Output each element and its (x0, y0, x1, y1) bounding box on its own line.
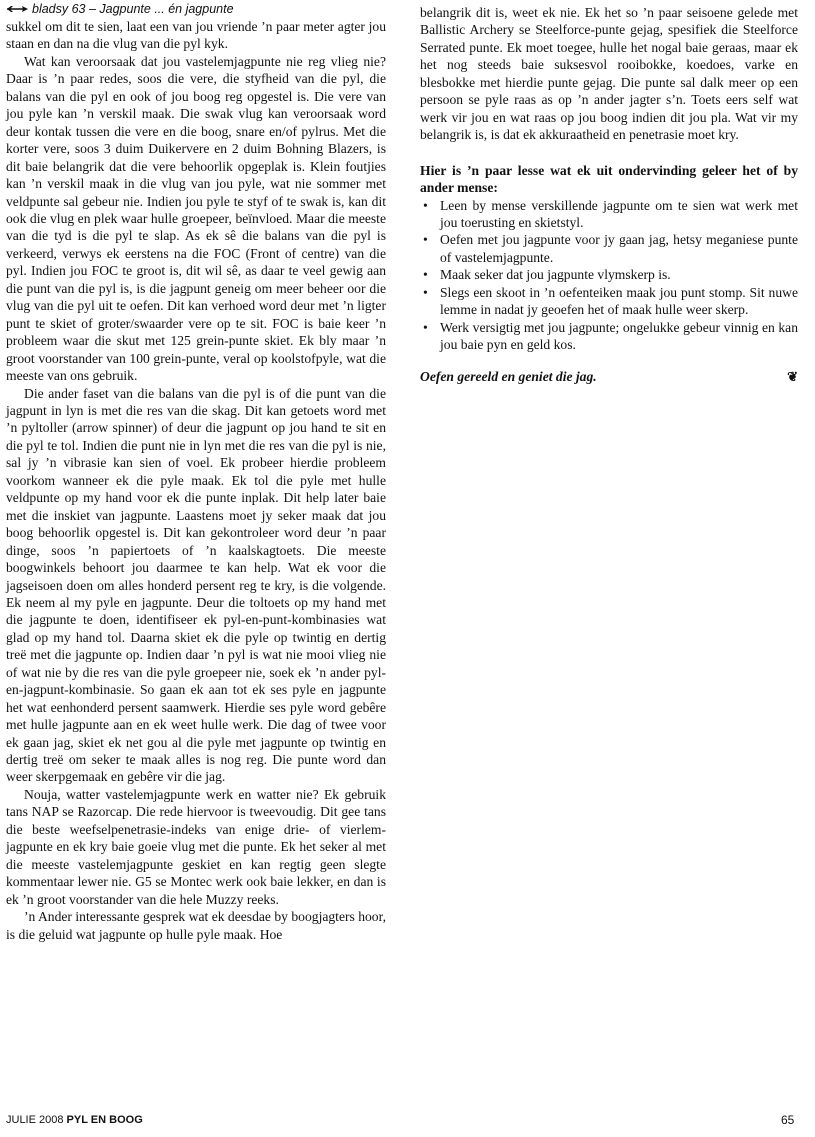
list-item: • Maak seker dat jou jagpunte vlymskerp is. (420, 266, 798, 283)
footer (6, 1114, 143, 1126)
end-mark-icon: ❦ (787, 368, 798, 384)
list-item: • Werk versigtig met jou jagpunte; ongelukke gebeur vinnig en kan jou baie pyn en geld kos. (420, 319, 798, 354)
footer-magazine: PYL EN BOOG (66, 1114, 143, 1126)
lessons-list (420, 197, 798, 354)
closing-text: Oefen gereeld en geniet die jag. (420, 368, 597, 384)
right-column (420, 4, 798, 385)
list-item: • Leen by mense verskillende jagpunte om te sien wat werk met jou toerusting en skietstyl. (420, 197, 798, 232)
lessons-heading: Hier is ’n paar lesse wat ek uit ondervinding geleer het of by ander mense: (420, 162, 798, 196)
arrow-icon (6, 5, 28, 13)
left-column (6, 18, 386, 943)
paragraph: Wat kan veroorsaak dat jou vastelemjagpunte nie reg vlieg nie? Daar is ’n paar redes, soos die vere, die styfheid van die pyl, die balans van die pyl en ook of jou boog reg opgestel is. Die vere van jou pyle kan ’n verskil maak. Die swak vlug kan veroorsaak word deur kontak tussen die vere en die boog, snare en/of pylrus. Met die korter vere, soos 3 duim Duikervere en 2 duim Bohning Blazers, is dit baie belangrik dat die vere behoorlik opgeplak is. Klein foutjies kan ’n verskil maak in die vlug van jou pyle, wat nie sommer met veldpunte sal gebeur nie. Indien jou pyle te styf of te swak is, kan dit ook die vlug en plek waar hulle groepeer, beïnvloed. Maar die meeste van die tyd is die pyl te slap. As ek sê die balans van die pyl is verkeerd, verwys ek eerstens na die FOC (Front of centre) van die pyl. Indien jou FOC te groot is, dit wil sê, as daar te veel gewig aan die punt van die pyl is, is die jagpunt geneig om meer beheer oor die vlug van die pyl uit te oefen. Dit kan verhoed word deur met ’n ligter punt te skiet of groter/swaarder vere op te sit. FOC is baie keer ’n probleem waar die skut met 125 grein-punte skiet. Ek bly maar ’n groot voorstander van 100 grein-punte, veral op koolstofpyle, wat die meeste van ons gebruik. (6, 53, 386, 384)
paragraph: ’n Ander interessante gesprek wat ek deesdae by boogjagters hoor, is die geluid wat jagpunte op hulle pyle maak. Hoe (6, 909, 386, 942)
paragraph: Die ander faset van die balans van die pyl is of die punt van die jagpunt in lyn is met die res van die skag. Dit kan getoets word met ’n pyltoller (arrow spinner) of deur die jagpunt op jou hand te sit en die pyl te tol. Indien die punt nie in lyn met die res van die pyl is nie, sal jy ’n vibrasie kan sien of voel. Ek probeer hierdie probleem voorkom wanneer ek die pyle maak. Ek tol die pyle met hulle veldpunte op my hand voor ek die punte inplak. Dit help later baie met die inskiet van jagpunte. Laastens moet jy seker maak dat jou boog behoorlik opgestel is. Dit kan gekontroleer word deur ’n paar dinge, soos ’n papiertoets of ’n kaalskagtoets. Die meeste boogwinkels behoort jou daarmee te kan help. Wat ek voor die jagseisoen doen om alles honderd persent reg te kry, is die volgende. Ek neem al my pyle en jagpunte. Deur die toltoets op my hand met die jagpunte te doen, identifiseer ek pyl-en-punt-kombinasies wat glad op my hand tol. Daarna skiet ek die pyle op twintig en dertig treë met die jagpunte op. Indien daar ’n pyl is wat nie mooi vlieg nie of wat nie by die res van die pyle groepeer nie, soek ek ’n ander pyl-en-jagpunt-kombinasie. So gaan ek aan tot ek ses pyle en jagpunte het wat eenhonderd persent saamwerk. Hierdie ses pyle word gebêre met hulle jagpunte aan en ek weet hulle werk. Die dag of twee voor ek gaan jag, skiet ek net gou al die pyle met jagpunte op twintig en dertig treë om seker te maak alles is nog reg. Die punte word dan weer skerpgemaak en gebêre vir die jag. (6, 385, 386, 785)
running-header (6, 2, 234, 16)
list-item: • Oefen met jou jagpunte voor jy gaan jag, hetsy meganiese punte of vastelemjagpunte. (420, 231, 798, 266)
header-text: bladsy 63 – Jagpunte ... én jagpunte (32, 2, 234, 16)
paragraph: sukkel om dit te sien, laat een van jou vriende ’n paar meter agter jou staan en dan na die vlug van die pyl kyk. (6, 19, 386, 52)
list-item: • Slegs een skoot in ’n oefenteiken maak jou punt stomp. Sit nuwe lemme in nadat jy geoefen het of maak hulle weer skerp. (420, 284, 798, 319)
page-number: 65 (781, 1113, 795, 1127)
footer-date: JULIE 2008 (6, 1114, 67, 1126)
paragraph: belangrik dit is, weet ek nie. Ek het so ’n paar seisoene gelede met Ballistic Archery se Steelforce-punte gejag, spesifiek die Steelforce Serrated punte. Ek moet toegee, hulle het nogal baie geraas, maar ek het nog steeds baie suksesvol rooibokke, koedoes, varke en blesbokke met hierdie punte gejag. Die punte sal dalk meer op een persoon se pyle raas as op ’n ander jagter s’n. Toets eers self wat werk vir jou en wat raas op jou boog indien dit jou pla. Wat vir my belangrik is, is dat ek akkuraatheid en penetrasie moet kry. (420, 5, 798, 143)
paragraph: Nouja, watter vastelemjagpunte werk en watter nie? Ek gebruik tans NAP se Razorcap. Die rede hiervoor is tweevoudig. Dit gee tans die beste weefselpenetrasie-indeks van enige drie- of vierlem-jagpunte en ek kry baie goeie vlug met die punte. Ek het seker al met die meeste vastelemjagpunte geskiet en kan regtig geen slegte kommentaar lewer nie. G5 se Montec werk ook baie lekker, en dan is ek ’n groot voorstander van die hele Muzzy reeks. (6, 786, 386, 907)
closing-line (420, 368, 798, 385)
